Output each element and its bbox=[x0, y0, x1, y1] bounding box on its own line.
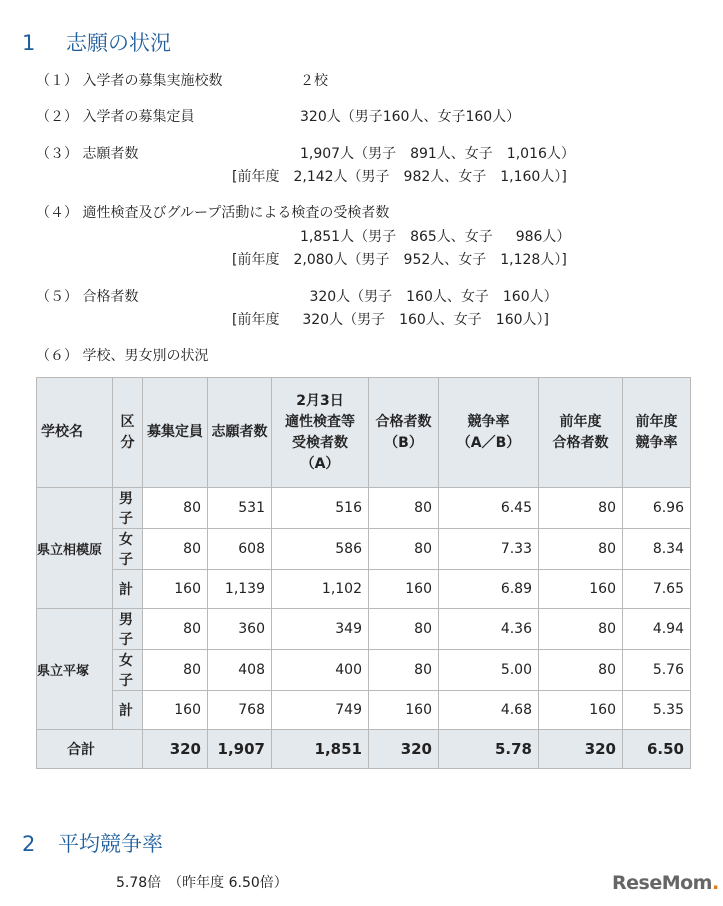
prev-passed-cell: 80 bbox=[539, 650, 623, 691]
ratio-cell: 5.00 bbox=[439, 650, 539, 691]
quota-cell: 80 bbox=[143, 488, 208, 529]
applicants-cell: 360 bbox=[208, 609, 272, 650]
item-5-label: （５） 合格者数 bbox=[36, 289, 139, 305]
logo-dot: . bbox=[711, 872, 719, 894]
table-row-total bbox=[37, 730, 691, 769]
prev-passed-cell: 160 bbox=[539, 570, 623, 609]
prev-passed-cell: 80 bbox=[539, 529, 623, 570]
section-number: 1 bbox=[22, 31, 36, 55]
kubun-cell: 計 bbox=[113, 691, 143, 730]
kubun-cell: 女子 bbox=[113, 529, 143, 570]
header-prev-passed-l1: 前年度 bbox=[559, 413, 602, 430]
total-quota: 320 bbox=[143, 730, 208, 769]
header-examinees-date: 2月3日 bbox=[296, 392, 344, 409]
section-title: 平均競争率 bbox=[58, 832, 163, 856]
examinees-cell: 749 bbox=[272, 691, 369, 730]
kubun-cell: 男子 bbox=[113, 609, 143, 650]
section-title: 志願の状況 bbox=[66, 31, 171, 55]
prev-passed-cell: 160 bbox=[539, 691, 623, 730]
item-2-label: （２） 入学者の募集定員 bbox=[36, 109, 195, 125]
header-ratio-label: 競争率 bbox=[467, 413, 510, 430]
header-examinees-test: 適性検査等 bbox=[285, 413, 355, 430]
header-passed-label: 合格者数 bbox=[375, 413, 432, 430]
prev-passed-cell: 80 bbox=[539, 488, 623, 529]
item-6-label: （６） 学校、男女別の状況 bbox=[36, 348, 209, 364]
quota-cell: 80 bbox=[143, 529, 208, 570]
header-ratio bbox=[439, 378, 539, 488]
header-examinees bbox=[272, 378, 369, 488]
header-examinees-key: （A） bbox=[300, 455, 340, 472]
total-prev-passed: 320 bbox=[539, 730, 623, 769]
table-row bbox=[37, 488, 691, 529]
prev-ratio-cell: 8.34 bbox=[623, 529, 691, 570]
quota-cell: 80 bbox=[143, 609, 208, 650]
item-2-value: 320人（男子160人、女子160人） bbox=[300, 109, 521, 125]
prev-ratio-cell: 5.76 bbox=[623, 650, 691, 691]
header-examinees-count: 受検者数 bbox=[292, 434, 348, 451]
header-prev-ratio-l2: 競争率 bbox=[635, 434, 678, 451]
item-3-label: （３） 志願者数 bbox=[36, 146, 139, 162]
table-row bbox=[37, 650, 691, 691]
item-5-value: 320人（男子 160人、女子 160人） bbox=[305, 289, 558, 305]
quota-cell: 80 bbox=[143, 650, 208, 691]
school-name-cell: 県立平塚 bbox=[37, 609, 113, 730]
prev-ratio-cell: 7.65 bbox=[623, 570, 691, 609]
item-1-label: （１） 入学者の募集実施校数 bbox=[36, 73, 223, 89]
header-passed-key: （B） bbox=[384, 434, 423, 451]
ratio-cell: 4.36 bbox=[439, 609, 539, 650]
header-prev-passed-l2: 合格者数 bbox=[552, 434, 609, 451]
item-3-value: 1,907人（男子 891人、女子 1,016人） bbox=[300, 146, 575, 162]
total-ratio: 5.78 bbox=[439, 730, 539, 769]
applicants-cell: 768 bbox=[208, 691, 272, 730]
total-label: 合計 bbox=[37, 730, 143, 769]
examinees-cell: 400 bbox=[272, 650, 369, 691]
total-examinees: 1,851 bbox=[272, 730, 369, 769]
kubun-cell: 計 bbox=[113, 570, 143, 609]
prev-ratio-cell: 6.96 bbox=[623, 488, 691, 529]
examinees-cell: 349 bbox=[272, 609, 369, 650]
total-passed: 320 bbox=[369, 730, 439, 769]
header-quota: 募集定員 bbox=[143, 378, 208, 488]
header-passed bbox=[369, 378, 439, 488]
header-kubun: 区分 bbox=[113, 378, 143, 488]
table-row bbox=[37, 570, 691, 609]
applicants-cell: 1,139 bbox=[208, 570, 272, 609]
header-applicants: 志願者数 bbox=[208, 378, 272, 488]
table-row bbox=[37, 609, 691, 650]
item-1-value: ２校 bbox=[300, 73, 328, 89]
ratio-cell: 7.33 bbox=[439, 529, 539, 570]
section-1-heading bbox=[22, 27, 171, 57]
ratio-cell: 4.68 bbox=[439, 691, 539, 730]
passed-cell: 80 bbox=[369, 650, 439, 691]
applicants-cell: 408 bbox=[208, 650, 272, 691]
applicants-cell: 608 bbox=[208, 529, 272, 570]
passed-cell: 80 bbox=[369, 488, 439, 529]
prev-ratio-cell: 4.94 bbox=[623, 609, 691, 650]
average-ratio-text: 5.78倍 （昨年度 6.50倍） bbox=[116, 875, 288, 891]
item-4-value: 1,851人（男子 865人、女子 986人） bbox=[300, 229, 571, 245]
header-prev-ratio bbox=[623, 378, 691, 488]
school-name-cell: 県立相模原 bbox=[37, 488, 113, 609]
item-4-prev: [前年度 2,080人（男子 952人、女子 1,128人）] bbox=[232, 252, 567, 268]
header-prev-passed bbox=[539, 378, 623, 488]
item-4-label: （４） 適性検査及びグループ活動による検査の受検者数 bbox=[36, 205, 390, 221]
item-3-prev: [前年度 2,142人（男子 982人、女子 1,160人）] bbox=[232, 169, 567, 185]
table-row bbox=[37, 529, 691, 570]
logo-text: ReseMom bbox=[612, 872, 712, 894]
quota-cell: 160 bbox=[143, 691, 208, 730]
resemom-logo bbox=[612, 872, 719, 894]
ratio-cell: 6.45 bbox=[439, 488, 539, 529]
school-status-table bbox=[36, 377, 691, 769]
total-applicants: 1,907 bbox=[208, 730, 272, 769]
prev-passed-cell: 80 bbox=[539, 609, 623, 650]
header-school: 学校名 bbox=[37, 378, 113, 488]
item-5-prev: [前年度 320人（男子 160人、女子 160人）] bbox=[232, 312, 549, 328]
header-ratio-key: （A／B） bbox=[456, 434, 521, 451]
passed-cell: 80 bbox=[369, 609, 439, 650]
passed-cell: 160 bbox=[369, 691, 439, 730]
table-row bbox=[37, 691, 691, 730]
applicants-cell: 531 bbox=[208, 488, 272, 529]
kubun-cell: 男子 bbox=[113, 488, 143, 529]
header-prev-ratio-l1: 前年度 bbox=[635, 413, 678, 430]
kubun-cell: 女子 bbox=[113, 650, 143, 691]
examinees-cell: 586 bbox=[272, 529, 369, 570]
section-number: 2 bbox=[22, 832, 36, 856]
table-header-row bbox=[37, 378, 691, 488]
quota-cell: 160 bbox=[143, 570, 208, 609]
total-prev-ratio: 6.50 bbox=[623, 730, 691, 769]
ratio-cell: 6.89 bbox=[439, 570, 539, 609]
passed-cell: 160 bbox=[369, 570, 439, 609]
prev-ratio-cell: 5.35 bbox=[623, 691, 691, 730]
examinees-cell: 516 bbox=[272, 488, 369, 529]
section-2-heading bbox=[22, 828, 163, 858]
examinees-cell: 1,102 bbox=[272, 570, 369, 609]
passed-cell: 80 bbox=[369, 529, 439, 570]
